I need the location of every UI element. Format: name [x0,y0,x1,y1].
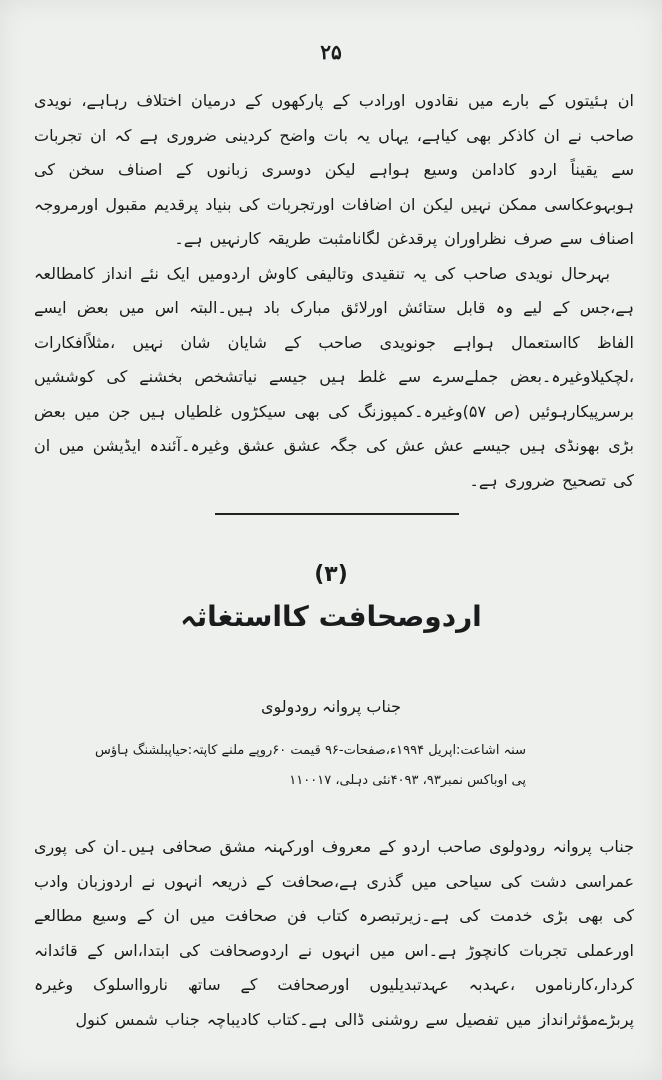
section-number: (۳) [314,562,348,587]
publication-line-1: سنہ اشاعت:اپریل ۱۹۹۴ء،صفحات-۹۶ قیمت ۶۰روپے ملنے کاپتہ:حیاپبلشنگ ہاؤس [94,743,526,758]
paragraph-1: ان ہئیتوں کے بارے میں نقادوں اورادب کے پارکھوں کے درمیان اختلاف رہاہے، نویدی صاحب نے ان کاذکر بھی کیاہے، یہاں یہ بات واضح کردینی ضروری ہے کہ ان تجربات سے یقیناً اردو کادامن وسیع ہواہے لیکن دوسری زبانوں کے اصناف سخن کی ہوبہوعکاسی ممکن نہیں لیکن ان اضافات اورتجربات کی بنیاد پرقدیم مقبول اورمروجہ اصناف سے صرف نظراوران پرقدغن لگانامثبت طریقہ کارنہیں ہے۔ [34,91,634,248]
paragraph-3: جناب پروانہ رودولوی صاحب اردو کے معروف اورکہنہ مشق صحافی ہیں۔ان کی پوری عمراسی دشت کی سیاحی میں گذری ہے،صحافت کے ذریعہ انہوں نے اردوزبان وادب کی بھی بڑی خدمت کی ہے۔زیرتبصرہ کتاب فن صحافت میں ان کے وسیع مطالعے اورعملی تجربات کانچوڑ ہے۔اس میں انہوں نے اردوصحافت کی ابتدا،اس کے قائدانہ کردار،کارناموں ،عہدبہ عہدتبدیلیوں اورصحافت کے ساتھ ناروااسلوک وغیرہ پربڑےمؤثرانداز میں تفصیل سے روشنی ڈالی ہے۔کتاب کادیباچہ جناب شمس کنول [34,837,634,1029]
section-title: اردوصحافت کااستغاثہ [180,600,482,633]
page-number: ۲۵ [320,40,342,64]
publication-details [95,736,526,796]
author-name: جناب پروانہ رودولوی [260,697,402,716]
top-text-block [34,84,634,498]
bottom-text-block [34,830,634,1037]
paragraph-2: بہرحال نویدی صاحب کی یہ تنقیدی وتالیفی کاوش اردومیں ایک نئے انداز کامطالعہ ہے،جس کے لیے وہ قابل ستائش اورلائق مبارک باد ہیں۔البتہ اس میں بعض ایسے الفاظ کااستعمال ہواہے جونویدی صاحب کے شایان شان نہیں ،مثلاًافکارات ،لچکیلاوغیرہ۔بعض جملےسرے سے غلط ہیں جیسے نیاتشخص بخشنے کی کوششیں برسرپیکارہوئیں (ص ۵۷)وغیرہ۔کمپوزنگ کی بھی سیکڑوں غلطیاں ہیں جن میں بعض بڑی بھونڈی ہیں جیسے عش عش کی جگہ عشق عشق وغیرہ۔آئندہ ایڈیشن میں ان کی تصحیح ضروری ہے۔ [34,263,634,490]
publication-line-2: پی اوباکس نمبر۹۳، ۴۰۹۳نئی دہلی، ۱۱۰۰۱۷ [289,773,526,788]
section-divider [215,513,459,515]
